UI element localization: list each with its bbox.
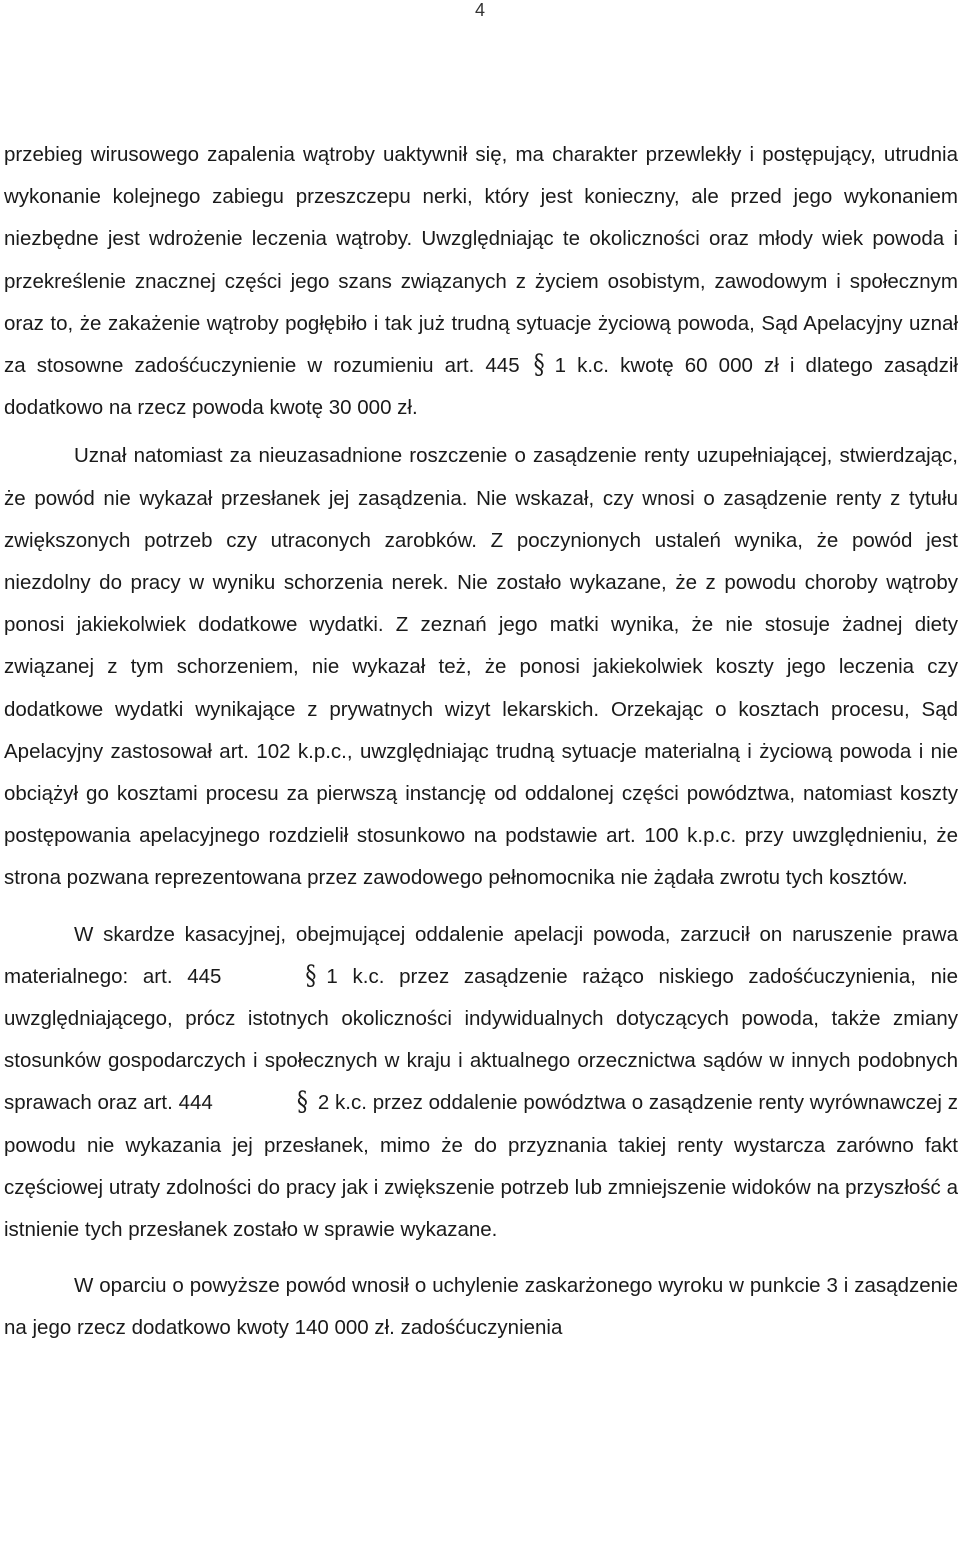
- paragraph-3: [4, 914, 958, 1252]
- paragraph-2: Uznał natomiast za nieuzasadnione roszczenie o zasądzenie renty uzupełniającej, stwierdzając, że powód nie wykazał przesłanek jej zasądzenia. Nie wskazał, czy wnosi o zasądzenie renty z tytułu zwiększonych potrzeb czy utraconych zarobków. Z poczynionych ustaleń wynika, że powód jest niezdolny do pracy w wyniku schorzenia nerek. Nie zostało wykazane, że z powodu choroby wątroby ponosi jakiekolwiek dodatkowe wydatki. Z zeznań jego matki wynika, że nie stosuje żadnej diety związanej z tym schorzeniem, nie wykazał też, że ponosi jakiekolwiek koszty jego leczenia czy dodatkowe wydatki wynikające z prywatnych wizyt lekarskich. Orzekając o kosztach procesu, Sąd Apelacyjny zastosował art. 102 k.p.c., uwzględniając trudną sytuacje materialną i życiową powoda i nie obciążył go kosztami procesu za pierwszą instancję od oddalonej części powództwa, natomiast koszty postępowania apelacyjnego rozdzielił stosunkowo na podstawie art. 100 k.p.c. przy uwzględnieniu, że strona pozwana reprezentowana przez zawodowego pełnomocnika nie żądała zwrotu tych kosztów.: [4, 444, 958, 890]
- paragraph-text: W skardze kasacyjnej, obejmującej oddalenie apelacji powoda, zarzucił on naruszenie prawa materialnego: art. 445: [4, 922, 958, 988]
- paragraph-4: W oparciu o powyższe powód wnosił o uchylenie zaskarżonego wyroku w punkcie 3 i zasądzenie na jego rzecz dodatkowo kwoty 140 000 zł. zadośćuczynienia: [4, 1274, 958, 1340]
- section-sign-icon: §: [305, 960, 317, 992]
- paragraph-text: przebieg wirusowego zapalenia wątroby uaktywnił się, ma charakter przewlekły i postępujący, utrudnia wykonanie kolejnego zabiegu przeszczepu nerki, który jest konieczny, ale przed jego wykonaniem niezbędne jest wdrożenie leczenia wątroby. Uwzględniając te okoliczności oraz młody wiek powoda i przekreślenie znacznej części jego szans związanych z życiem osobistym, zawodowym i społecznym oraz to, że zakażenie wątroby pogłębiło i tak już trudną sytuacje życiową powoda, Sąd Apelacyjny uznał za stosowne zadośćuczynienie w rozumieniu art. 445: [4, 143, 958, 378]
- page-number: 4: [474, 0, 485, 20]
- paragraph-text: 1 k.c. przez zasądzenie rażąco niskiego zadośćuczynienia, nie uwzględniającego, prócz istotnych okoliczności indywidualnych dotyczących powoda, także zmiany stosunków gospodarczych i społecznych w kraju i aktualnego orzecznictwa sądów w innych podobnych sprawach oraz art. 444: [4, 964, 958, 1115]
- document-body: [4, 134, 958, 1350]
- paragraph-text: 1 k.c. kwotę 60 000 zł i dlatego zasądził dodatkowo na rzecz powoda kwotę 30 000 zł.: [4, 354, 958, 420]
- paragraph-text: 2 k.c. przez oddalenie powództwa o zasądzenie renty wyrównawczej z powodu nie wykazania jej przesłanek, mimo że do przyznania takiej renty wystarcza zarówno fakt częściowej utraty zdolności do pracy jak i zwiększenie potrzeb lub zmniejszenie widoków na przyszłość a istnienie tych przesłanek zostało w sprawie wykazane.: [4, 1091, 958, 1242]
- paragraph-1: [4, 134, 958, 429]
- section-sign-icon: §: [533, 349, 545, 381]
- section-sign-icon: §: [296, 1087, 308, 1119]
